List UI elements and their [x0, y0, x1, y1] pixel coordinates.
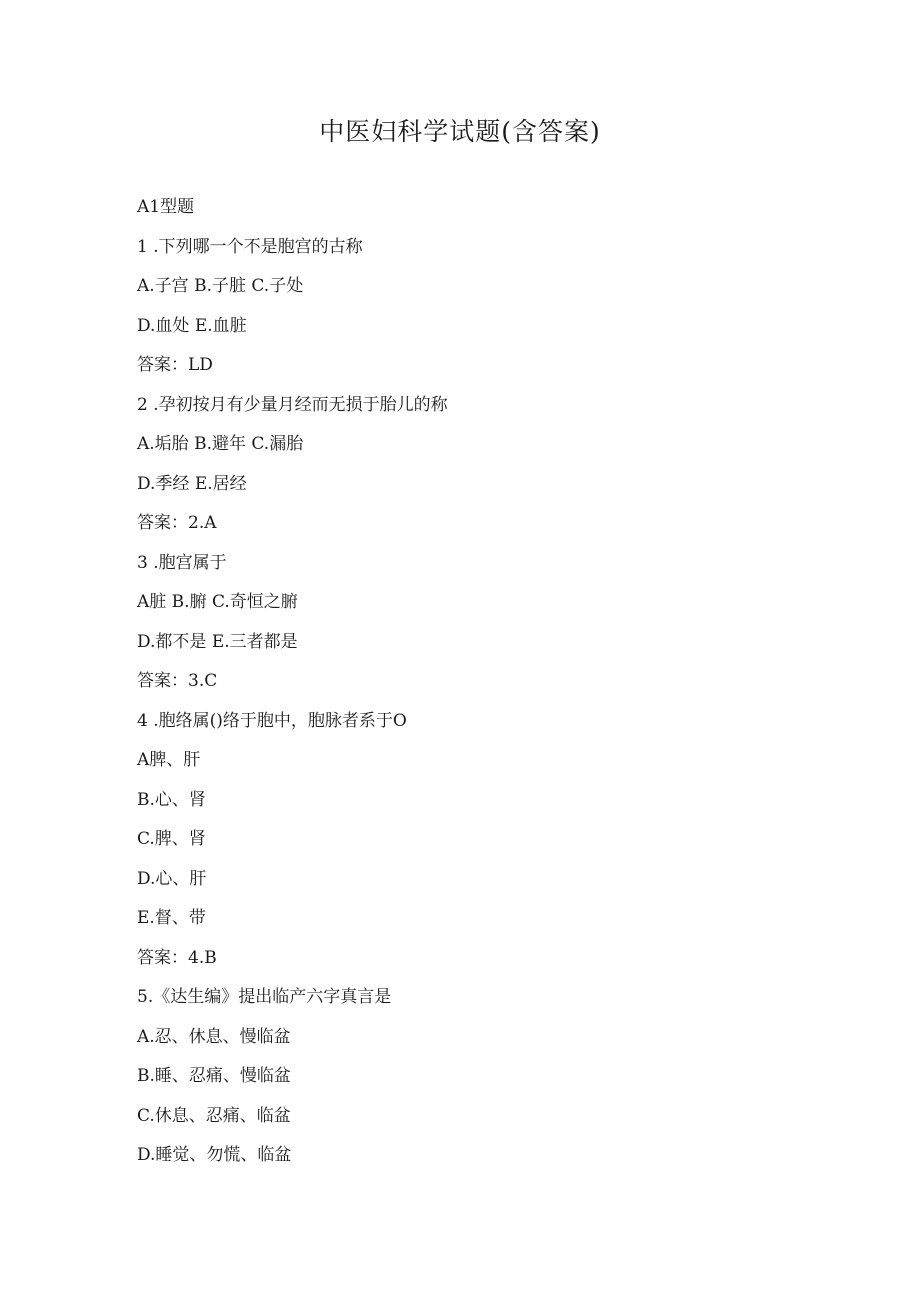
- question-1: 1 .下列哪一个不是胞宫的古称: [137, 236, 363, 257]
- question-2-options-a: A.垢胎 B.避年 C.漏胎: [137, 434, 304, 454]
- question-3-options-a: A脏 B.腑 C.奇恒之腑: [137, 592, 298, 612]
- question-3: 3 .胞宫属于: [137, 552, 227, 573]
- question-5-option-c: C.休息、忍痛、临盆: [137, 1105, 291, 1126]
- document-title: 中医妇科学试题(含答案): [319, 117, 601, 146]
- question-1-options-a: A.子宫 B.子脏 C.子处: [137, 276, 304, 296]
- question-5-option-a: A.忍、休息、慢临盆: [137, 1026, 291, 1047]
- question-3-options-b: D.都不是 E.三者都是: [137, 631, 298, 652]
- question-2: 2 .孕初按月有少量月经而无损于胎儿的称: [137, 394, 448, 415]
- question-4: 4 .胞络属()络于胞中，胞脉者系于O: [137, 710, 407, 731]
- question-5-option-b: B.睡、忍痛、慢临盆: [137, 1066, 291, 1086]
- question-5: 5.《达生编》提出临产六字真言是: [137, 987, 392, 1007]
- document-body: [137, 194, 837, 1182]
- question-4-option-d: D.心、肝: [137, 868, 207, 889]
- question-5-option-d: D.睡觉、勿慌、临盆: [137, 1145, 292, 1165]
- question-4-option-e: E.督、带: [137, 908, 206, 928]
- section-heading: A1型题: [137, 197, 195, 217]
- answer-3: 答案：3.C: [137, 671, 218, 691]
- question-4-option-c: C.脾、肾: [137, 829, 206, 849]
- question-4-option-b: B.心、肾: [137, 789, 206, 810]
- answer-2: 答案：2.A: [137, 513, 217, 533]
- question-2-options-b: D.季经 E.居经: [137, 473, 247, 494]
- answer-4: 答案：4.B: [137, 947, 217, 968]
- question-4-option-a: A脾、肝: [137, 750, 201, 770]
- question-1-options-b: D.血处 E.血脏: [137, 315, 247, 336]
- answer-1: 答案：LD: [137, 355, 213, 375]
